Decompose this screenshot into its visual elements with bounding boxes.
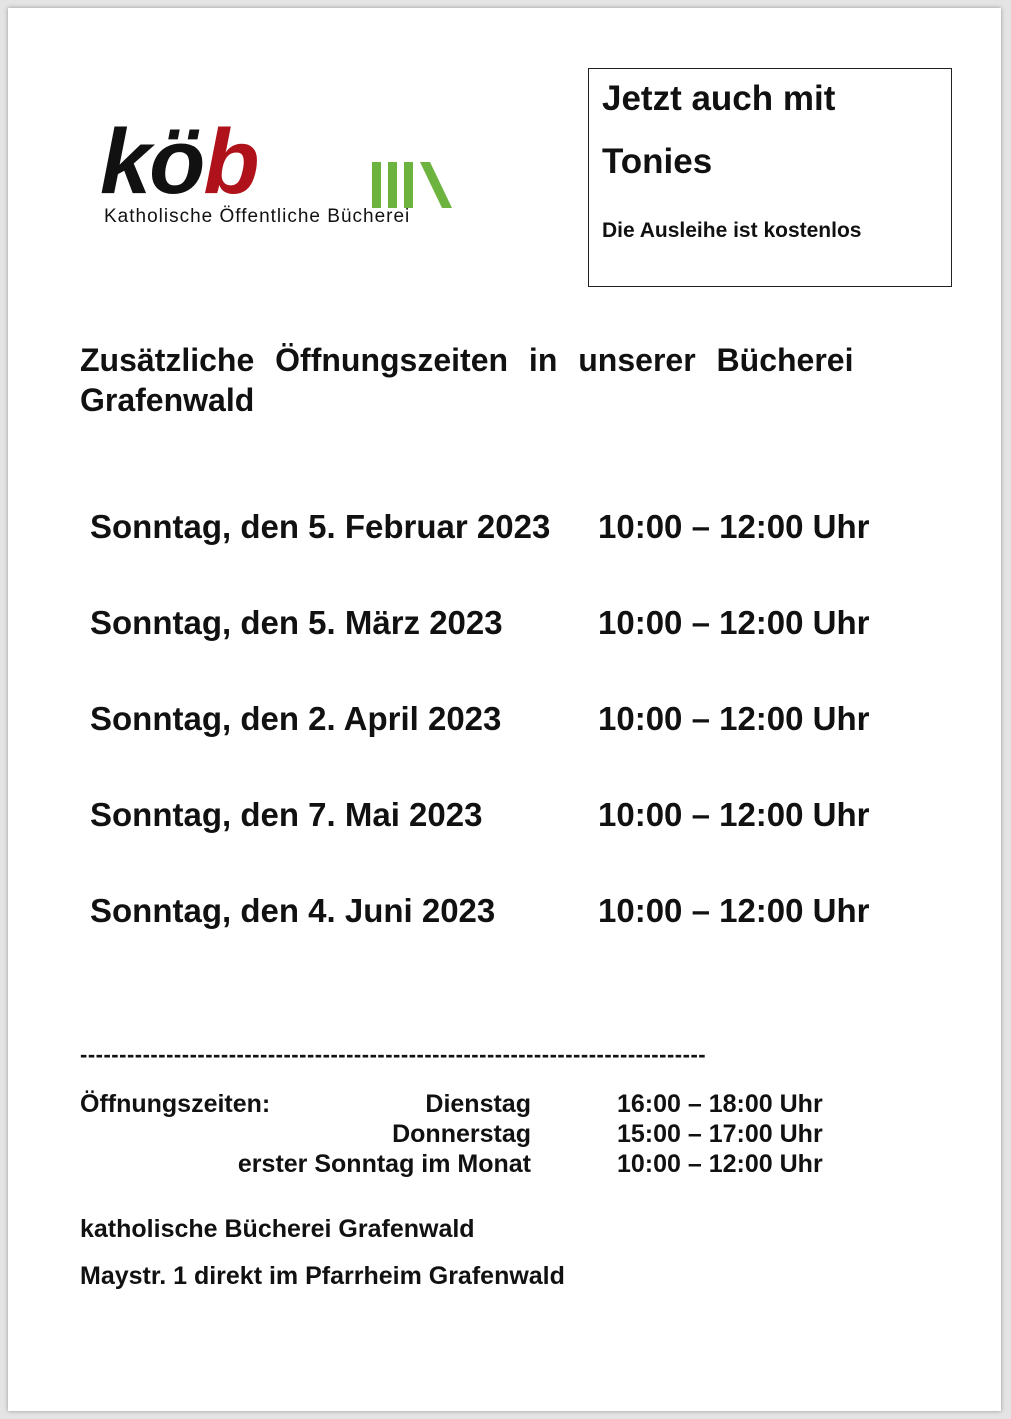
date-time: 10:00 – 12:00 Uhr: [598, 508, 870, 545]
opening-hours-label: Öffnungszeiten:: [80, 1090, 271, 1118]
dashed-divider: --------------------------------------------------------------------------------: [80, 1042, 707, 1067]
date-row: [90, 796, 910, 836]
tonies-promo-box: [588, 68, 952, 287]
opening-hours-time: 15:00 – 17:00 Uhr: [617, 1120, 823, 1148]
date-label: Sonntag, den 5. Februar 2023: [90, 508, 551, 545]
library-name: katholische Bücherei Grafenwald: [80, 1215, 475, 1243]
date-label: Sonntag, den 7. Mai 2023: [90, 796, 483, 833]
opening-hours-day: Dienstag: [425, 1090, 531, 1118]
logo-letter-b: b: [203, 111, 258, 213]
date-time: 10:00 – 12:00 Uhr: [598, 700, 870, 737]
opening-hours-day: erster Sonntag im Monat: [237, 1150, 531, 1178]
opening-hours-day: Donnerstag: [392, 1120, 531, 1148]
date-label: Sonntag, den 4. Juni 2023: [90, 892, 496, 929]
logo-letter-k: k: [100, 111, 150, 213]
date-row: [90, 892, 910, 932]
date-time: 10:00 – 12:00 Uhr: [598, 796, 870, 833]
logo-letter-o: ö: [149, 111, 204, 213]
koeb-logo: [100, 111, 530, 238]
promo-line-3: Die Ausleihe ist kostenlos: [602, 219, 862, 242]
date-row: [90, 604, 910, 644]
logo-tagline: Katholische Öffentliche Bücherei: [104, 206, 411, 227]
library-address: Maystr. 1 direkt im Pfarrheim Grafenwald: [80, 1262, 565, 1290]
promo-line-1: Jetzt auch mit: [602, 79, 836, 118]
document-page: [8, 8, 1001, 1411]
page-title: Zusätzliche Öffnungszeiten in unserer Bücherei Grafenwald: [80, 342, 854, 418]
promo-line-2: Tonies: [602, 142, 713, 181]
date-row: [90, 700, 910, 740]
date-time: 10:00 – 12:00 Uhr: [598, 892, 870, 929]
date-label: Sonntag, den 2. April 2023: [90, 700, 502, 737]
date-row: [90, 508, 910, 548]
opening-hours-time: 16:00 – 18:00 Uhr: [617, 1090, 823, 1118]
logo-wordmark: [100, 111, 258, 213]
date-label: Sonntag, den 5. März 2023: [90, 604, 503, 641]
date-time: 10:00 – 12:00 Uhr: [598, 604, 870, 641]
books-icon: [370, 158, 480, 210]
opening-hours-time: 10:00 – 12:00 Uhr: [617, 1150, 823, 1178]
